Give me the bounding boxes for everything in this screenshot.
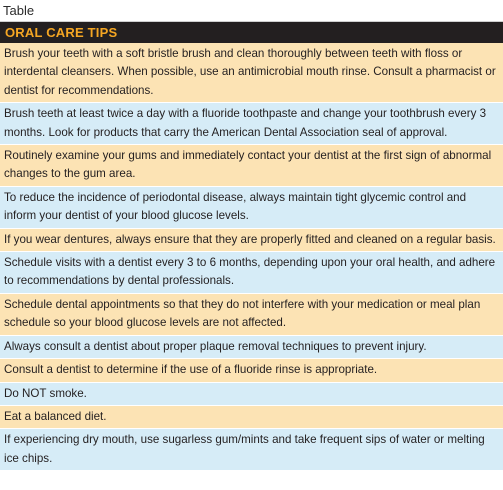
table-row: Brush teeth at least twice a day with a fluoride toothpaste and change your toothbrush every 3 months. Look for products that carry the American Dental Association seal of approval. (0, 103, 503, 145)
table-row: To reduce the incidence of periodontal disease, always maintain tight glycemic control and inform your dentist of your blood glucose levels. (0, 187, 503, 229)
table-row: Consult a dentist to determine if the use of a fluoride rinse is appropriate. (0, 359, 503, 382)
table-row: Eat a balanced diet. (0, 406, 503, 429)
table-row: Always consult a dentist about proper plaque removal techniques to prevent injury. (0, 336, 503, 359)
table-row: Schedule dental appointments so that they do not interfere with your medication or meal plan schedule so your blood glucose levels are not affected. (0, 294, 503, 336)
table-row: Routinely examine your gums and immediately contact your dentist at the first sign of abnormal changes to the gum area. (0, 145, 503, 187)
table-row: Do NOT smoke. (0, 383, 503, 406)
table-caption: Table (3, 3, 35, 18)
table-header: ORAL CARE TIPS (0, 22, 503, 43)
table-row: If experiencing dry mouth, use sugarless gum/mints and take frequent sips of water or melting ice chips. (0, 429, 503, 471)
table-row: If you wear dentures, always ensure that they are properly fitted and cleaned on a regular basis. (0, 229, 503, 252)
oral-care-tips-table (0, 21, 503, 471)
table-row: Brush your teeth with a soft bristle brush and clean thoroughly between teeth with floss or interdental cleansers. When possible, use an antimicrobial mouth rinse. Consult a pharmacist or dentist for recommendations. (0, 43, 503, 103)
table-row: Schedule visits with a dentist every 3 to 6 months, depending upon your oral health, and adhere to recommendations by dental professionals. (0, 252, 503, 294)
